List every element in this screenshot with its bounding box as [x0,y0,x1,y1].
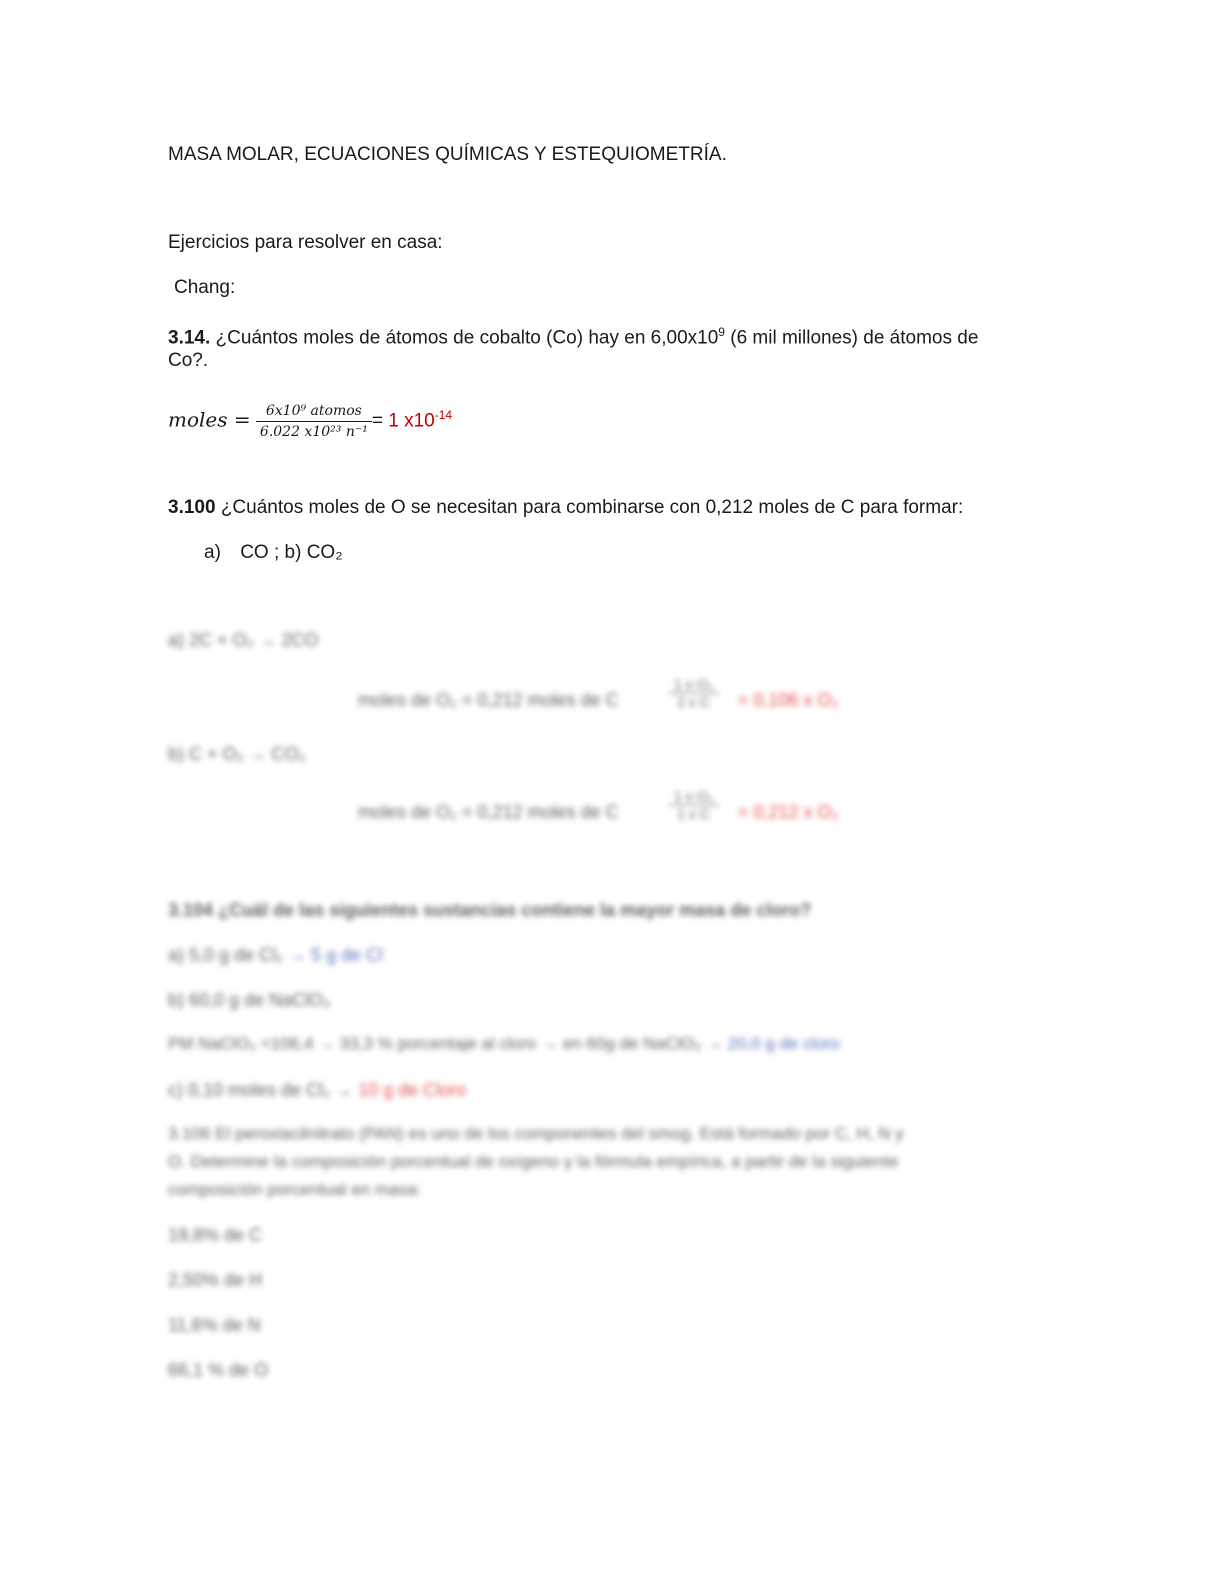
result-a: = 0,106 x O₂ [738,690,839,710]
question-3-100 [168,495,963,521]
fraction-b [668,788,719,822]
question-3-14-cont: Co?. [168,350,209,371]
formula-fraction [256,402,372,441]
option-a-result: → 5 g de Cl [288,945,384,965]
composition-o: 66,1 % de O [168,1360,269,1380]
exponent: 9 [718,325,725,339]
fraction-a [668,676,719,710]
source-label: Chang: [174,277,236,298]
formula-3-14 [168,393,452,443]
option-b: b) 60,0 g de NaClO₃ [168,990,331,1010]
formula-lhs: moles = [168,407,251,432]
option-a-text: a) 5,0 g de Cl₂ [168,945,284,965]
fraction-numerator: 6x10⁹ atomos [256,402,372,422]
calc-b: moles de O₂ = 0,212 moles de C [358,802,619,822]
item-text: CO ; b) CO₂ [240,542,343,563]
option-a [168,945,383,966]
page-title: MASA MOLAR, ECUACIONES QUÍMICAS Y ESTEQUIOMETRÍA. [168,144,727,165]
question-3-106-line1: 3.106 El peroxiacilnitrato (PAN) es uno de los componentes del smog. Está formado por C, H, N y [168,1124,904,1143]
formula-equals: = [371,410,383,432]
question-3-106-line3: composición porcentual en masa: [168,1180,422,1199]
option-c [168,1080,466,1101]
fraction-b-num: 1 x O₂ [668,788,719,806]
question-text-cont: (6 mil millones) de átomos de [724,327,979,349]
option-b-calc-text: PM NaClO₃ =106,4 → 33,3 % porcentaje al cloro → en 60g de NaClO₃ → [168,1034,723,1053]
question-number: 3.14. [168,327,211,349]
composition-c: 19,8% de C [168,1225,263,1245]
question-3-100-items [204,540,343,566]
fraction-denominator: 6.022 x10²³ n⁻¹ [259,423,368,440]
equation-a: a) 2C + O₂ → 2CO [168,630,319,650]
composition-h: 2,50% de H [168,1270,263,1290]
question-3-106-line2: O. Determine la composición porcentual de oxígeno y la fórmula empírica, a partir de la siguiente [168,1152,899,1171]
formula-result: 1 x10 [382,410,435,432]
option-b-calc [168,1034,840,1054]
option-b-result: 20,0 g de cloro [727,1034,841,1053]
composition-n: 11,6% de N [168,1315,261,1335]
question-3-14 [168,319,978,351]
question-number: 3.100 [168,497,216,518]
option-c-result: 10 g de Cloro [358,1080,467,1100]
option-c-text: c) 0,10 moles de Cl₂ → [168,1080,354,1100]
fraction-a-den: 2 x C [677,694,710,710]
question-text: ¿Cuántos moles de O se necesitan para combinarse con 0,212 moles de C para formar: [215,497,964,518]
item-label: a) [204,542,221,563]
fraction-b-den: 1 x C [677,806,710,822]
formula-result-exponent: -14 [434,408,453,422]
question-text: ¿Cuántos moles de átomos de cobalto (Co) hay en 6,00x10 [215,327,719,349]
question-3-104: 3.104 ¿Cuál de las siguientes sustancias contiene la mayor masa de cloro? [168,900,812,920]
equation-b: b) C + O₂ → CO₂ [168,744,306,764]
calc-a: moles de O₂ = 0,212 moles de C [358,690,619,710]
result-b: = 0,212 x O₂ [738,802,839,822]
fraction-a-num: 1 x O₂ [668,676,719,694]
subtitle: Ejercicios para resolver en casa: [168,232,443,253]
blurred-solutions [168,620,1048,1400]
